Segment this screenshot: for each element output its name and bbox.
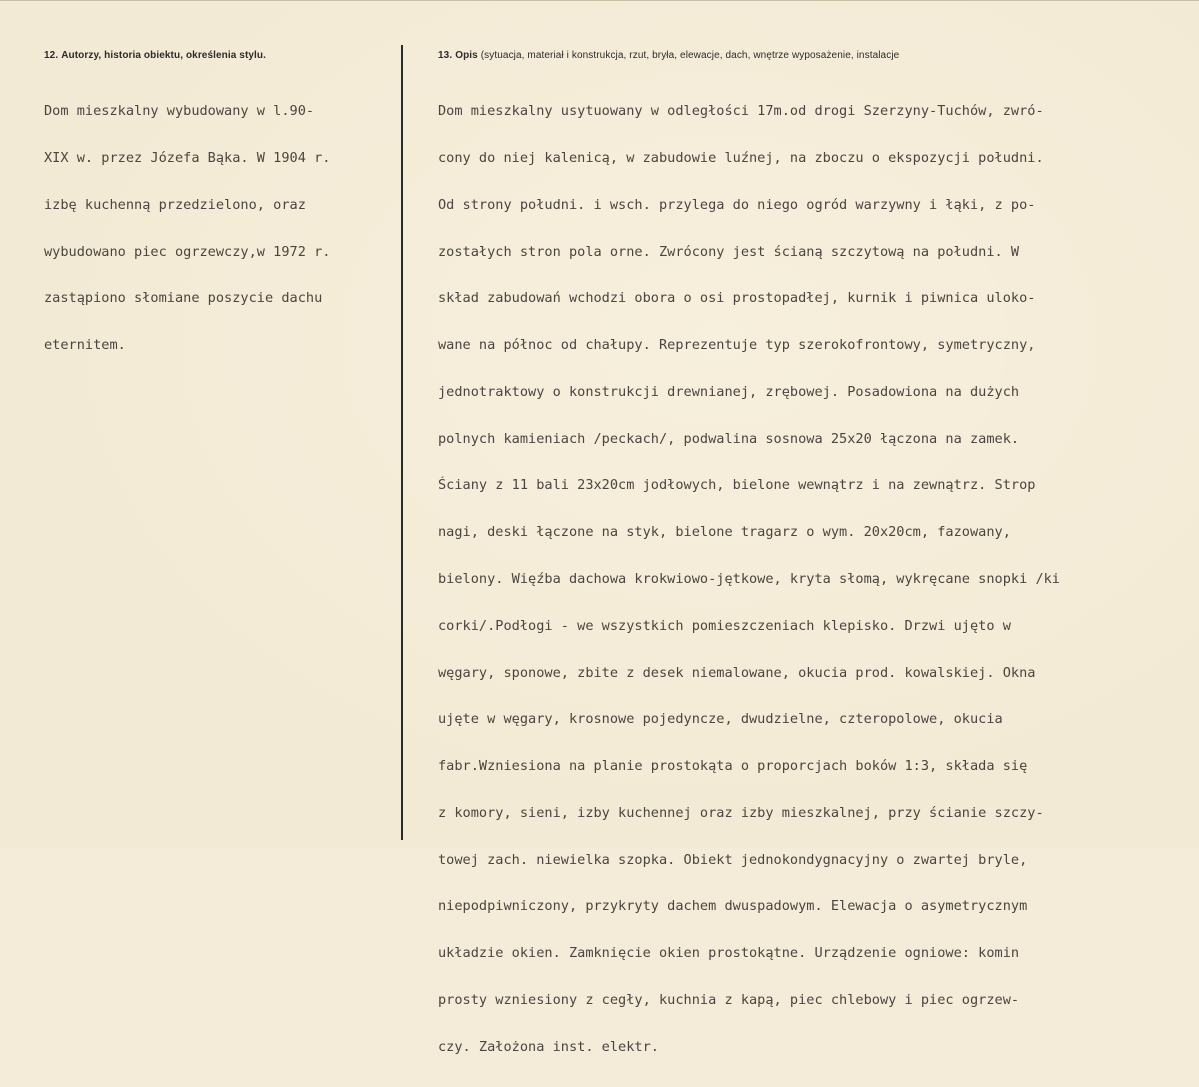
section-13-line: bielony. Więźba dachowa krokwiowo-jętkowe, kryta słomą, wykręcane snopki /ki	[438, 571, 1060, 587]
section-13-line: Od strony południ. i wsch. przylega do niego ogród warzywny i łąki, z po-	[438, 196, 1036, 213]
section-12-line: Dom mieszkalny wybudowany w l.90-	[44, 103, 315, 120]
section-12-line: izbę kuchenną przedzielono, oraz	[44, 196, 306, 213]
section-13-line: Ściany z 11 bali 23x20cm jodłowych, bielone wewnątrz i na zewnątrz. Strop	[438, 477, 1036, 494]
section-12-text	[44, 73, 330, 385]
section-13-line: z komory, sieni, izby kuchennej oraz izby mieszkalnej, przy ścianie szczy-	[438, 804, 1044, 821]
section-12-number: 12.	[44, 50, 59, 61]
section-13-line: zostałych stron pola orne. Zwrócony jest ścianą szczytową na południ. W	[438, 243, 1020, 260]
section-13-heading	[438, 50, 899, 61]
section-13-line: jednotraktowy o konstrukcji drewnianej, zrębowej. Posadowiona na dużych	[438, 383, 1020, 400]
section-13-line: cony do niej kalenicą, w zabudowie luźnej, na zboczu o ekspozycji południ.	[438, 149, 1044, 166]
section-13-line: prosty wzniesiony z cegły, kuchnia z kapą, piec chlebowy i piec ogrzew-	[438, 992, 1020, 1009]
section-13-subtitle: (sytuacja, materiał i konstrukcja, rzut, bryła, elewacje, dach, wnętrze wyposażenie, instalacje	[480, 50, 900, 61]
section-13-line: wane na północ od chałupy. Reprezentuje typ szerokofrontowy, symetryczny,	[438, 337, 1036, 354]
section-12-title: Autorzy, historia obiektu, określenia stylu.	[61, 50, 267, 61]
section-13-line: ujęte w węgary, krosnowe pojedyncze, dwudzielne, czteropolowe, okucia	[438, 711, 1003, 728]
section-12-line: eternitem.	[44, 337, 126, 354]
section-13-line: fabr.Wzniesiona na planie prostokąta o proporcjach boków 1:3, składa się	[438, 758, 1028, 775]
section-12-line: XIX w. przez Józefa Bąka. W 1904 r.	[44, 149, 331, 166]
section-13-line: układzie okien. Zamknięcie okien prostokątne. Urządzenie ogniowe: komin	[438, 945, 1020, 962]
column-divider	[401, 45, 403, 840]
section-12-line: zastąpiono słomiane poszycie dachu	[44, 290, 323, 307]
section-13-line: nagi, deski łączone na styk, bielone tragarz o wym. 20x20cm, fazowany,	[438, 524, 1011, 541]
section-12-line: wybudowano piec ogrzewczy,w 1972 r.	[44, 243, 331, 260]
section-13-title: Opis	[455, 50, 478, 61]
section-13-line: Dom mieszkalny usytuowany w odległości 17m.od drogi Szerzyny-Tuchów, zwró-	[438, 103, 1044, 120]
section-13-line: polnych kamieniach /peckach/, podwalina sosnowa 25x20 łączona na zamek.	[438, 430, 1020, 447]
section-13-line: towej zach. niewielka szopka. Obiekt jednokondygnacyjny o zwartej bryle,	[438, 851, 1028, 868]
section-13-line: skład zabudowań wchodzi obora o osi prostopadłej, kurnik i piwnica uloko-	[438, 290, 1036, 307]
section-13-line: niepodpiwniczony, przykryty dachem dwuspadowym. Elewacja o asymetrycznym	[438, 898, 1028, 915]
section-12-heading	[44, 50, 266, 61]
section-13-line: corki/.Podłogi - we wszystkich pomieszczeniach klepisko. Drzwi ujęto w	[438, 617, 1011, 634]
section-13-number: 13.	[438, 50, 453, 61]
section-13-line: czy. Założona inst. elektr.	[438, 1038, 659, 1055]
section-13-line: węgary, sponowe, zbite z desek niemalowane, okucia prod. kowalskiej. Okna	[438, 664, 1036, 681]
section-13-text	[438, 73, 1060, 1087]
